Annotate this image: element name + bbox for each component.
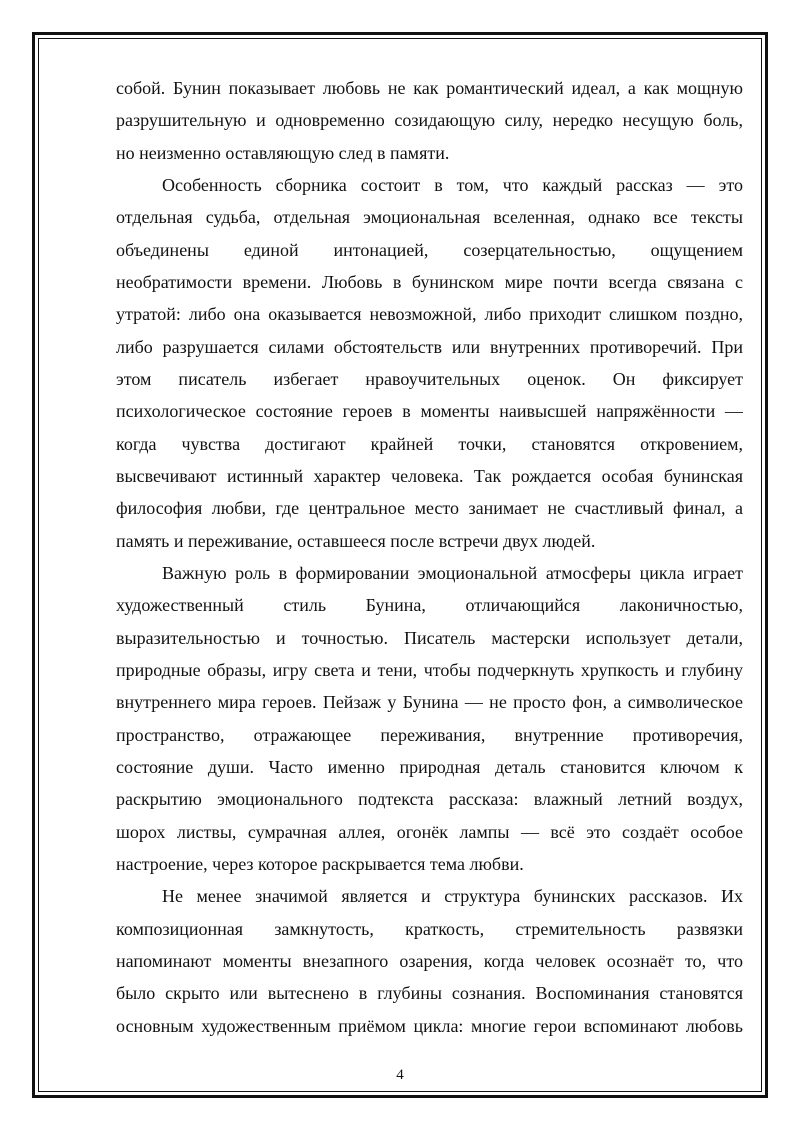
text-line: было скрыто или вытеснено в глубины сознания. Воспоминания становятся	[116, 983, 743, 1004]
text-line: утратой: либо она оказывается невозможной, либо приходит слишком поздно,	[116, 304, 743, 325]
text-line: необратимости времени. Любовь в бунинском мире почти всегда связана с	[116, 271, 743, 292]
text-line: собой. Бунин показывает любовь не как романтический идеал, а как мощную	[116, 78, 743, 98]
text-line: объединены единой интонацией, созерцательностью, ощущением	[116, 239, 743, 260]
text-line: выразительностью и точностью. Писатель мастерски использует детали,	[116, 627, 743, 648]
body-text	[116, 72, 743, 1042]
text-line: напоминают моменты внезапного озарения, когда человек осознаёт то, что	[116, 950, 743, 971]
text-line: психологическое состояние героев в моменты наивысшей напряжённости —	[116, 401, 743, 422]
text-line: разрушительную и одновременно созидающую силу, нередко несущую боль,	[116, 110, 743, 131]
text-line: высвечивают истинный характер человека. Так рождается особая бунинская	[116, 465, 743, 486]
text-line: либо разрушается силами обстоятельств или внутренних противоречий. При	[116, 336, 743, 357]
text-line: состояние души. Часто именно природная деталь становится ключом к	[116, 756, 743, 777]
text-line: композиционная замкнутость, краткость, стремительность развязки	[116, 918, 743, 939]
text-line: Важную роль в формировании эмоциональной атмосферы цикла играет	[162, 562, 743, 583]
text-line: настроение, через которое раскрывается тема любви.	[116, 853, 524, 874]
text-line: основным художественным приёмом цикла: многие герои вспоминают любовь	[116, 1015, 743, 1036]
text-line: философия любви, где центральное место занимает не счастливый финал, а	[116, 498, 743, 519]
text-line: но неизменно оставляющую след в памяти.	[116, 142, 450, 163]
text-line: художественный стиль Бунина, отличающийся лаконичностью,	[116, 595, 743, 616]
text-line: память и переживание, оставшееся после встречи двух людей.	[116, 530, 596, 551]
text-line: пространство, отражающее переживания, внутренние противоречия,	[116, 724, 743, 745]
text-line: природные образы, игру света и тени, чтобы подчеркнуть хрупкость и глубину	[116, 659, 743, 680]
page-number: 4	[396, 1067, 404, 1083]
text-line: Не менее значимой является и структура бунинских рассказов. Их	[162, 886, 743, 907]
text-line: когда чувства достигают крайней точки, становятся откровением,	[116, 433, 743, 454]
text-line: отдельная судьба, отдельная эмоциональная вселенная, однако все тексты	[116, 207, 743, 228]
text-line: шорох листвы, сумрачная аллея, огонёк лампы — всё это создаёт особое	[116, 821, 743, 842]
text-line: Особенность сборника состоит в том, что каждый рассказ — это	[162, 174, 743, 195]
text-line: внутреннего мира героев. Пейзаж у Бунина — не просто фон, а символическое	[116, 692, 743, 713]
text-line: раскрытию эмоционального подтекста рассказа: влажный летний воздух,	[116, 789, 743, 810]
text-line: этом писатель избегает нравоучительных оценок. Он фиксирует	[116, 368, 743, 389]
